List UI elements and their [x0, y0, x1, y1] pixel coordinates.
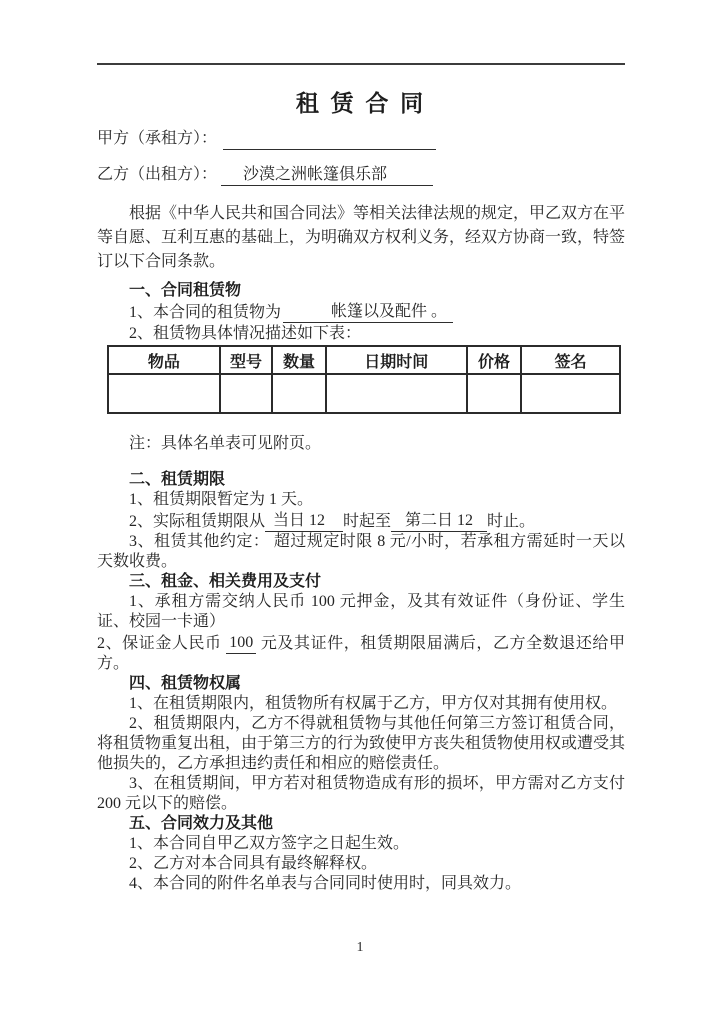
section-2-item-1: 1、租赁期限暂定为 1 天。	[129, 491, 314, 508]
section-4-item-1: 1、在租赁期限内，租赁物所有权属于乙方，甲方仅对其拥有使用权。	[129, 695, 618, 712]
lease-end-blank: 第二日 12	[391, 510, 487, 532]
deposit-amount-blank: 100	[226, 632, 256, 654]
table-header-row	[108, 346, 620, 374]
section-3-item-2-suffix: 元及其证件，租赁期限届满后，乙方全数退还给甲方。	[97, 635, 626, 672]
table-cell-price	[467, 374, 521, 413]
table-cell-item	[108, 374, 220, 413]
section-rent-fees	[97, 572, 625, 674]
table-cell-quantity	[272, 374, 325, 413]
section-validity	[97, 814, 625, 894]
party-a-line	[97, 128, 625, 150]
section-4-item-3: 3、在租赁期间，甲方若对租赁物造成有形的损坏，甲方需对乙方支付 200 元以下的赔偿。	[97, 775, 625, 812]
section-5-item-2: 2、乙方对本合同具有最终解释权。	[129, 855, 378, 872]
document-title: 租 赁 合 同	[295, 91, 427, 116]
table-header-item: 物品	[108, 346, 220, 374]
header-rule	[97, 63, 625, 65]
section-lease-term	[97, 470, 625, 572]
party-a-label: 甲方（承租方）：	[97, 130, 218, 147]
table-header-signature: 签名	[521, 346, 620, 374]
section-4-item-2: 2、租赁期限内，乙方不得就租赁物与其他任何第三方签订租赁合同，将租赁物重复出租，由于第三方的行为致使甲方丧失租赁物使用权或遭受其他损失的，乙方承担违约责任和相应的赔偿责任。	[97, 715, 626, 772]
section-2-heading: 二、租赁期限	[129, 471, 226, 488]
section-1-item-1	[97, 301, 625, 323]
section-3-item-2-prefix: 2、保证金人民币	[97, 635, 222, 652]
section-2-item-3: 3、租赁其他约定： 超过规定时限 8 元/小时，若承租方需延时一天以天数收费。	[97, 533, 625, 570]
section-2-item-2-suffix: 时止。	[487, 513, 536, 530]
section-4-heading: 四、租赁物权属	[129, 675, 242, 692]
table-header-model: 型号	[220, 346, 272, 374]
party-b-label: 乙方（出租方）：	[97, 166, 218, 183]
section-3-heading: 三、租金、相关费用及支付	[129, 573, 322, 590]
intro-paragraph: 根据《中华人民共和国合同法》等相关法律法规的规定，甲乙双方在平等自愿、互利互惠的基础上，为明确双方权利义务，经双方协商一致，特签订以下合同条款。	[97, 205, 626, 270]
attachment-note: 注：具体名单表可见附页。	[129, 435, 322, 452]
table-header-price: 价格	[467, 346, 521, 374]
lease-start-blank: 当日 12	[265, 510, 343, 532]
table-cell-signature	[521, 374, 620, 413]
section-5-item-3: 4、本合同的附件名单表与合同同时使用时，同具效力。	[129, 875, 522, 892]
section-3-item-1: 1、承租方需交纳人民币 100 元押金，及其有效证件（身份证、学生证、校园一卡通）	[97, 593, 625, 630]
table-cell-model	[220, 374, 272, 413]
section-1-item-2: 2、租赁物具体情况描述如下表：	[129, 325, 362, 342]
table-header-quantity: 数量	[272, 346, 325, 374]
table-cell-datetime	[326, 374, 467, 413]
section-leased-items	[97, 280, 625, 454]
section-2-item-2	[97, 510, 625, 532]
table-header-datetime: 日期时间	[326, 346, 467, 374]
page-number: 1	[356, 940, 364, 955]
party-b-blank: 沙漠之洲帐篷俱乐部	[221, 164, 433, 186]
leased-items-table	[107, 345, 621, 414]
section-5-heading: 五、合同效力及其他	[129, 815, 274, 832]
section-1-item-1-text: 1、本合同的租赁物为	[129, 304, 282, 321]
section-2-item-2-prefix: 2、实际租赁期限从	[129, 513, 266, 530]
leased-item-blank: 帐篷以及配件 。	[283, 301, 453, 323]
section-3-item-2	[97, 632, 625, 674]
section-1-heading: 一、合同租赁物	[129, 282, 242, 299]
table-row	[108, 374, 620, 413]
section-ownership	[97, 674, 625, 814]
section-5-item-1: 1、本合同自甲乙双方签字之日起生效。	[129, 835, 410, 852]
party-a-blank	[223, 129, 436, 150]
section-2-item-2-mid: 时起至	[343, 513, 392, 530]
party-b-line	[97, 164, 625, 186]
